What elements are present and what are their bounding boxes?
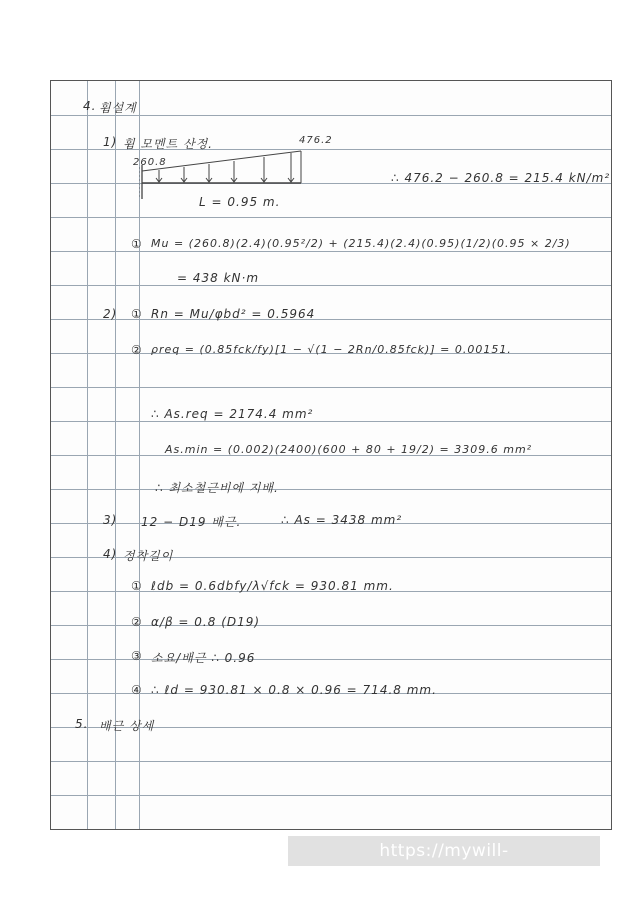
as-provided: ∴ As = 3438 mm² — [281, 513, 403, 527]
right-load-label: 476.2 — [299, 135, 333, 146]
blog-watermark: https://mywill-engineer.tistory.com — [288, 836, 600, 866]
ruled-line — [51, 387, 611, 388]
mu-equation: Mu = (260.8)(2.4)(0.95²/2) + (215.4)(2.4)(0.95)(1/2)(0.95 × 2/3) — [151, 237, 571, 250]
span-length-label: L = 0.95 m. — [199, 195, 281, 209]
ruled-line — [51, 285, 611, 286]
alpha-beta: α/β = 0.8 (D19) — [151, 615, 261, 629]
rn-equation: Rn = Mu/φbd² = 0.5964 — [151, 307, 316, 321]
ratio-step-number: ③ — [131, 649, 143, 663]
sub-3-number: 3) — [103, 513, 118, 527]
required-provided-ratio: 소요/배근 ∴ 0.96 — [151, 651, 256, 665]
mu-step-number: ① — [131, 237, 143, 251]
section-4-number: 4. — [83, 99, 97, 113]
min-rebar-governs: ∴ 최소철근비에 지배. — [155, 481, 279, 495]
alpha-step-number: ② — [131, 615, 143, 629]
rn-step-number: ① — [131, 307, 143, 321]
load-difference: ∴ 476.2 − 260.8 = 215.4 kN/m² — [391, 171, 611, 185]
sub-4-title: 정착길이 — [123, 549, 174, 563]
ld-equation: ℓdb = 0.6dbfy/λ√fck = 930.81 mm. — [151, 579, 394, 593]
ruled-line — [51, 795, 611, 796]
sub-4-number: 4) — [103, 547, 118, 561]
mu-result: = 438 kN·m — [177, 271, 260, 285]
ld-step-number: ① — [131, 579, 143, 593]
rho-equation: ρreq = (0.85fck/fy)[1 − √(1 − 2Rn/0.85fck)] = 0.00151. — [151, 343, 512, 356]
ruled-line — [51, 421, 611, 422]
ruled-line — [51, 217, 611, 218]
section-5-title: 배근 상세 — [99, 719, 155, 733]
development-length-result: ∴ ℓd = 930.81 × 0.8 × 0.96 = 714.8 mm. — [151, 683, 437, 697]
as-minimum: As.min = (0.002)(2400)(600 + 80 + 19/2) = 3309.6 mm² — [165, 443, 533, 456]
ruled-line — [51, 251, 611, 252]
as-required: ∴ As.req = 2174.4 mm² — [151, 407, 314, 421]
final-step-number: ④ — [131, 683, 143, 697]
sub-1-title: 휨 모멘트 산정. — [123, 137, 213, 151]
section-5-number: 5. — [75, 717, 89, 731]
ruled-line — [51, 761, 611, 762]
rebar-arrangement: 12 − D19 배근. — [141, 515, 242, 529]
rho-step-number: ② — [131, 343, 143, 357]
sub-1-number: 1) — [103, 135, 118, 149]
sub-2-number: 2) — [103, 307, 118, 321]
notebook-page — [50, 80, 612, 830]
section-4-title: 휨설계 — [99, 101, 137, 115]
left-load-label: 260.8 — [133, 157, 167, 168]
ruled-line — [51, 489, 611, 490]
